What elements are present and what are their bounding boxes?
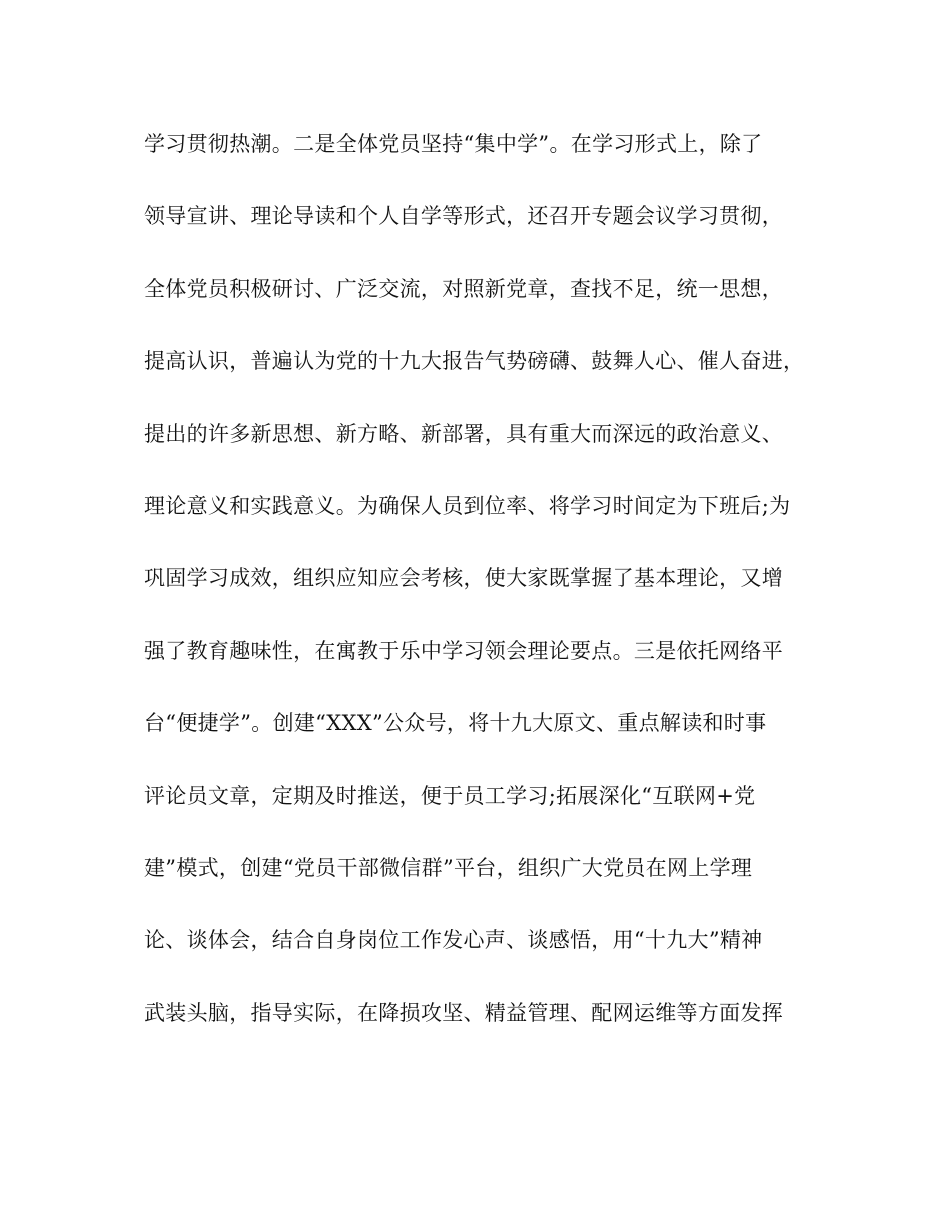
text-line-8: 强了教育趣味性，在寓教于乐中学习领会理论要点。三是依托网络平 [144, 638, 783, 663]
text-line-2: 领导宣讲、理论导读和个人自学等形式，还召开专题会议学习贯彻， [144, 204, 783, 229]
text-line-6: 理论意义和实践意义。为确保人员到位率、将学习时间定为下班后;为 [144, 493, 791, 518]
text-line-3: 全体党员积极研讨、广泛交流，对照新党章，查找不足，统一思想， [144, 276, 783, 301]
text-line-13: 武装头脑，指导实际，在降损攻坚、精益管理、配网运维等方面发挥 [144, 1000, 783, 1025]
text-line-12: 论、谈体会，结合自身岗位工作发心声、谈感悟，用“十九大”精神 [144, 928, 763, 953]
body-text [144, 120, 824, 1061]
text-line-4: 提高认识，普遍认为党的十九大报告气势磅礴、鼓舞人心、催人奋进， [144, 349, 805, 374]
text-line-5: 提出的许多新思想、新方略、新部署，具有重大而深远的政治意义、 [144, 421, 783, 446]
text-line-11: 建”模式，创建“党员干部微信群”平台，组织广大党员在网上学理 [144, 855, 753, 880]
text-line-1: 学习贯彻热潮。二是全体党员坚持“集中学”。在学习形式上，除了 [144, 132, 763, 156]
text-line-9: 台“便捷学”。创建“XXX”公众号，将十九大原文、重点解读和时事 [144, 711, 767, 736]
text-line-10: 评论员文章，定期及时推送，便于员工学习;拓展深化“互联网+党 [144, 783, 756, 808]
text-line-7: 巩固学习成效，组织应知应会考核，使大家既掌握了基本理论，又增 [144, 566, 783, 591]
